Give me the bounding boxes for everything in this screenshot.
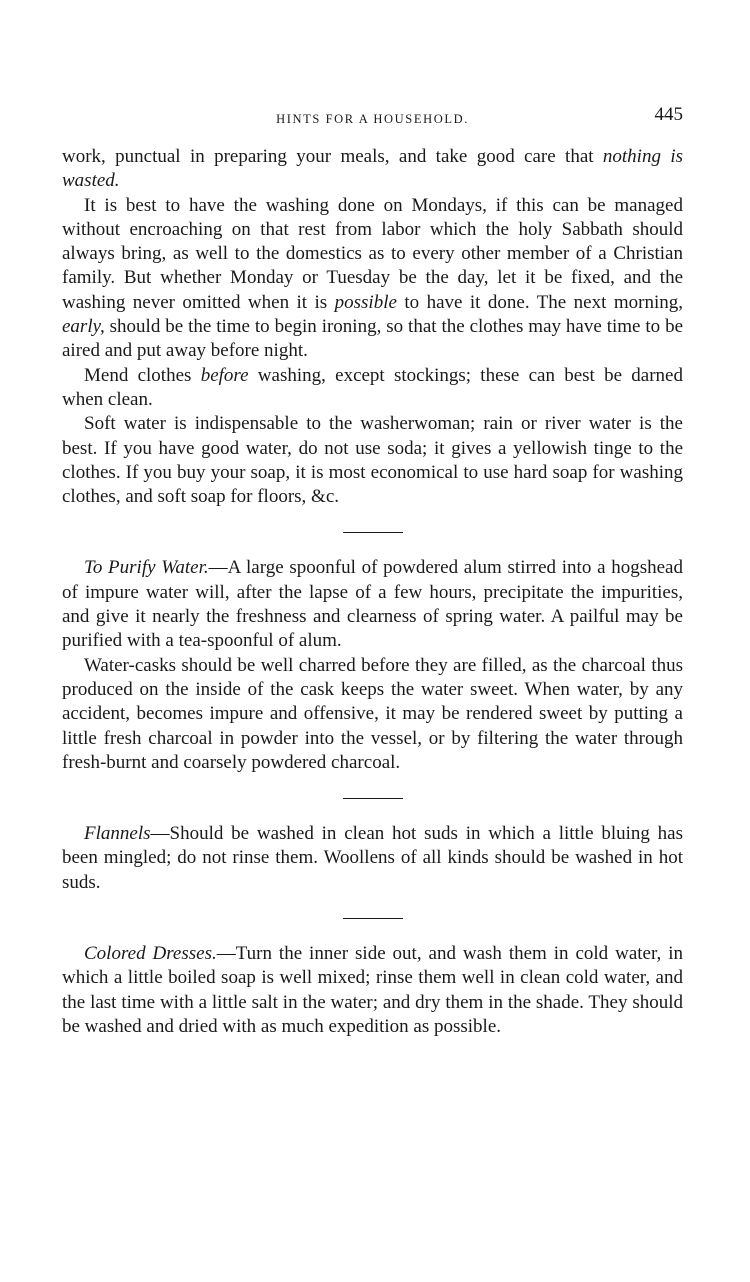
text-run: work, punctual in preparing your meals, and take good care that [62, 146, 603, 167]
section-divider [343, 532, 403, 533]
text-run: washing, except stockings; these can best be darned when clean. [62, 364, 683, 410]
text-run: —Turn the inner side out, and wash them in cold water, in which a little boiled soap is well mixed; rinse them well in clean cold water, and the last time with a little salt in the water; and dry them in the shade. They should be washed and dried with as much expedition as possible. [62, 943, 683, 1037]
text-run: Water-casks should be well charred before they are filled, as the charcoal thus produced on the inside of the cask keeps the water sweet. When water, by any accident, becomes impure and offensive, it may be rendered sweet by putting a little fresh charcoal in powder into the vessel, or by filtering the water through fresh-burnt and coarsely powdered charcoal. [62, 654, 683, 773]
emphasis: nothing is wasted. [62, 146, 684, 192]
paragraph-colored-dresses [62, 942, 683, 1039]
book-page [62, 104, 683, 1039]
section-divider [343, 918, 403, 919]
paragraph-soft-water [62, 412, 683, 509]
text-run: —A large spoonful of powdered alum stirred into a hogshead of impure water will, after the lapse of a few hours, precipitate the impurities, and give it nearly the freshness and clearness of spring water. A pailful may be purified with a tea-spoonful of alum. [62, 557, 683, 652]
paragraph-washing-day [62, 194, 683, 364]
text-run: should be the time to begin ironing, so that the clothes may have time to be aired and put away before night. [62, 316, 683, 362]
paragraph-flannels [62, 822, 683, 895]
emphasis: before [200, 364, 249, 386]
text-run: Soft water is indispensable to the washerwoman; rain or river water is the best. If you have good water, do not use soda; it gives a yellowish tinge to the clothes. If you buy your soap, it is most economical to use hard soap for washing clothes, and soft soap for floors, &c. [62, 413, 683, 508]
section-divider [343, 798, 403, 799]
body-text [62, 145, 683, 1039]
text-run: Mend clothes [84, 364, 201, 386]
paragraph-mend-clothes [62, 364, 683, 413]
topic-title: Colored Dresses. [84, 943, 217, 965]
paragraph-purify-water [62, 556, 683, 653]
text-run: It is best to have the washing done on Mondays, if this can be managed without encroaching on that rest from labor which the holy Sabbath should always bring, as well to the domestics as to every other member of a Christian family. But whether Monday or Tuesday be the day, let it be fixed, and the washing never omitted when it is [62, 194, 683, 313]
text-run: —Should be washed in clean hot suds in which a little bluing has been mingled; do not rinse them. Woollens of all kinds should be washed in hot suds. [62, 823, 683, 893]
paragraph-continuation [62, 145, 683, 194]
topic-title: Flannels [84, 823, 151, 845]
paragraph-water-casks [62, 654, 683, 775]
topic-title: To Purify Water. [84, 557, 209, 579]
emphasis: possible [334, 291, 397, 313]
page-number: 445 [654, 104, 683, 125]
emphasis: early, [62, 316, 105, 338]
running-head [62, 104, 683, 134]
running-title: HINTS FOR A HOUSEHOLD. [276, 112, 469, 126]
text-run: to have it done. The next morning, [396, 291, 683, 313]
